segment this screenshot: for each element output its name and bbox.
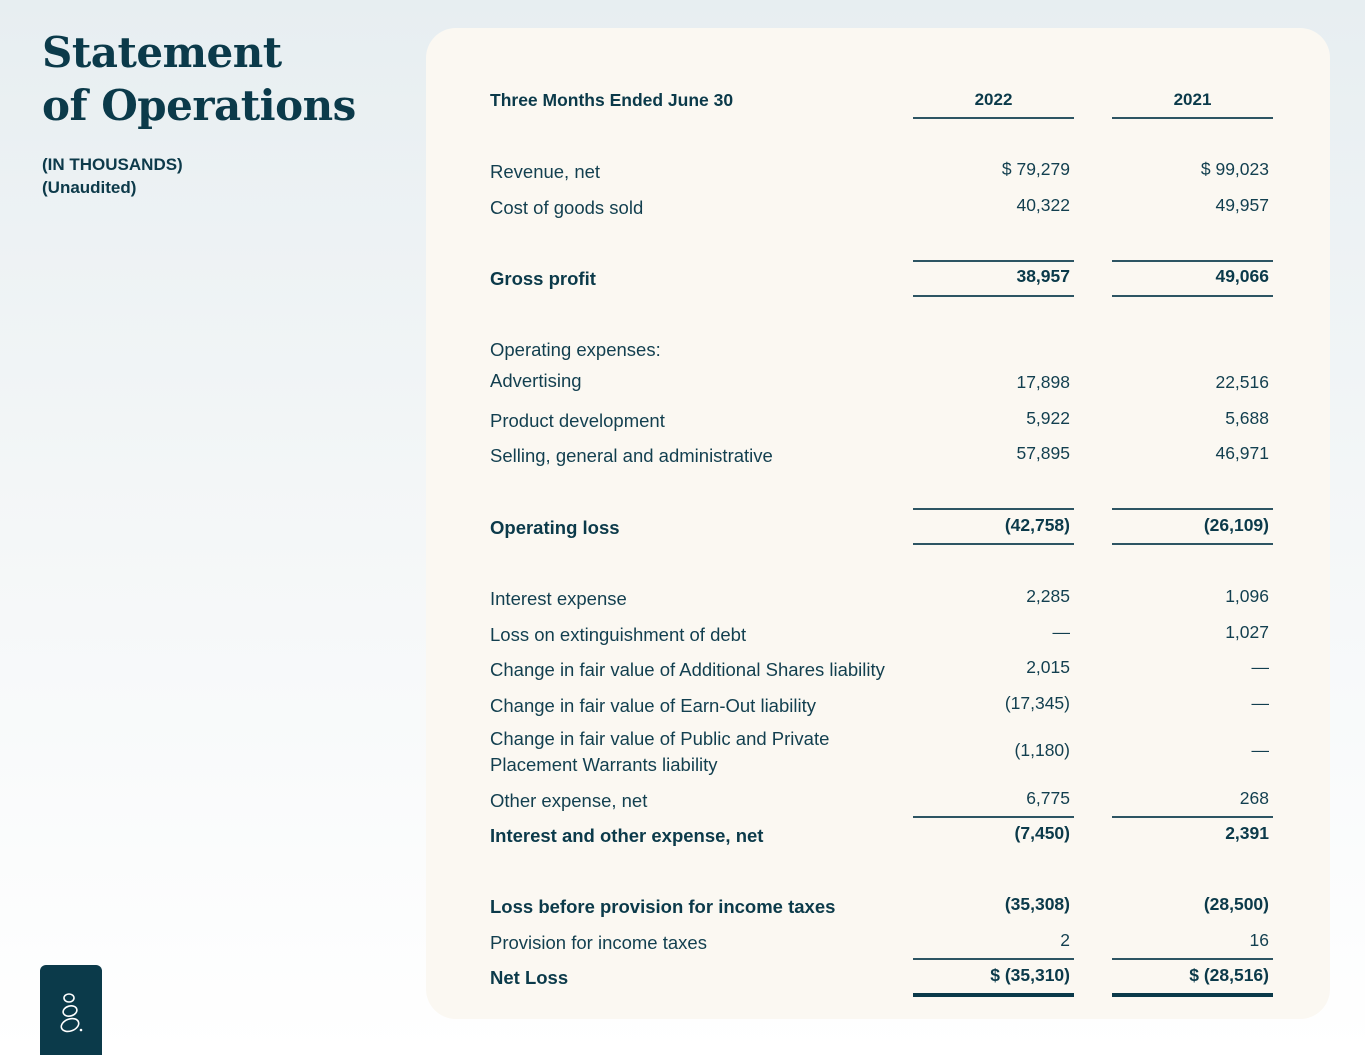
value-2021: 46,971 — [1215, 443, 1269, 463]
rule-gross-profit-top-2022 — [913, 260, 1074, 262]
rule-operating-loss-top-2022 — [913, 508, 1074, 510]
logo-tab — [40, 965, 102, 1055]
rule-gross-profit-bottom-2021 — [1112, 295, 1273, 297]
value-2022: $ (35,310) — [990, 965, 1070, 985]
value-2021: 16 — [1249, 930, 1269, 950]
value-2021: 1,027 — [1225, 622, 1269, 642]
value-2021: (28,500) — [1203, 894, 1269, 914]
rule-net-loss-top-2021 — [1112, 958, 1273, 960]
row-label-line-2: Placement Warrants liability — [490, 754, 718, 775]
rule-net-loss-double-2021 — [1112, 993, 1273, 997]
row-label: Change in fair value of Earn-Out liability — [490, 695, 816, 716]
row-label: Provision for income taxes — [490, 932, 707, 953]
row-label: Change in fair value of Additional Shares liability — [490, 659, 885, 680]
value-2021: $ 99,023 — [1200, 159, 1269, 179]
page-subtitle — [42, 153, 183, 199]
value-2022: 40,322 — [1016, 195, 1070, 215]
rule-gross-profit-top-2021 — [1112, 260, 1273, 262]
rule-interest-other-top-2022 — [913, 816, 1074, 818]
row-label: Cost of goods sold — [490, 197, 644, 218]
column-header-2022: 2022 — [974, 90, 1013, 109]
value-2021: — — [1251, 657, 1269, 677]
value-2022: 2 — [1060, 930, 1070, 950]
title-line-1: Statement — [42, 28, 282, 77]
value-2021: — — [1251, 740, 1269, 760]
row-label: Net Loss — [490, 967, 569, 988]
page-title — [42, 26, 356, 132]
row-label: Revenue, net — [490, 161, 601, 182]
value-2022: 2,015 — [1026, 657, 1070, 677]
rule-operating-loss-bottom-2021 — [1112, 543, 1273, 545]
value-2021: 268 — [1239, 788, 1269, 808]
row-label: Product development — [490, 410, 665, 431]
value-2022: (7,450) — [1014, 823, 1070, 843]
value-2021: (26,109) — [1203, 515, 1269, 535]
value-2021: 1,096 — [1225, 586, 1269, 606]
value-2021: 49,066 — [1215, 266, 1269, 286]
rule-interest-other-top-2021 — [1112, 816, 1273, 818]
rule-gross-profit-bottom-2022 — [913, 295, 1074, 297]
value-2021: 49,957 — [1215, 195, 1269, 215]
rule-operating-loss-bottom-2022 — [913, 543, 1074, 545]
value-2021: 5,688 — [1225, 408, 1269, 428]
row-label: Interest and other expense, net — [490, 825, 764, 846]
row-label: Interest expense — [490, 588, 627, 609]
row-label: Loss on extinguishment of debt — [490, 624, 747, 645]
row-label-line-1: Change in fair value of Public and Private — [490, 728, 830, 749]
statement-card — [426, 28, 1330, 1019]
value-2022: — — [1052, 622, 1070, 642]
period-label: Three Months Ended June 30 — [490, 90, 734, 110]
value-2022: 2,285 — [1026, 586, 1070, 606]
row-label: Advertising — [490, 370, 582, 391]
row-label: Gross profit — [490, 268, 596, 289]
value-2022: (17,345) — [1004, 693, 1070, 713]
rule-operating-loss-top-2021 — [1112, 508, 1273, 510]
header-underline-2022 — [913, 117, 1074, 119]
subtitle-units: (IN THOUSANDS) — [42, 155, 183, 174]
stacked-stones-icon — [56, 989, 86, 1035]
row-label: Operating loss — [490, 517, 620, 538]
rule-net-loss-top-2022 — [913, 958, 1074, 960]
value-2022: 57,895 — [1016, 443, 1070, 463]
row-label: Other expense, net — [490, 790, 648, 811]
value-2022: (35,308) — [1004, 894, 1070, 914]
value-2021: — — [1251, 693, 1269, 713]
row-label: Operating expenses: — [490, 339, 661, 360]
value-2021: 2,391 — [1225, 823, 1269, 843]
column-header-2021: 2021 — [1173, 90, 1212, 109]
value-2022: (1,180) — [1014, 740, 1070, 760]
value-2022: 6,775 — [1026, 788, 1070, 808]
subtitle-audit-status: (Unaudited) — [42, 178, 137, 197]
rule-net-loss-double-2022 — [913, 993, 1074, 997]
value-2022: 38,957 — [1016, 266, 1070, 286]
row-label: Selling, general and administrative — [490, 445, 773, 466]
header-underline-2021 — [1112, 117, 1273, 119]
value-2021: 22,516 — [1215, 372, 1269, 392]
value-2022: $ 79,279 — [1001, 159, 1070, 179]
value-2022: (42,758) — [1004, 515, 1070, 535]
value-2021: $ (28,516) — [1189, 965, 1269, 985]
value-2022: 17,898 — [1016, 372, 1070, 392]
row-label: Loss before provision for income taxes — [490, 896, 836, 917]
title-line-2: of Operations — [42, 81, 356, 130]
value-2022: 5,922 — [1026, 408, 1070, 428]
